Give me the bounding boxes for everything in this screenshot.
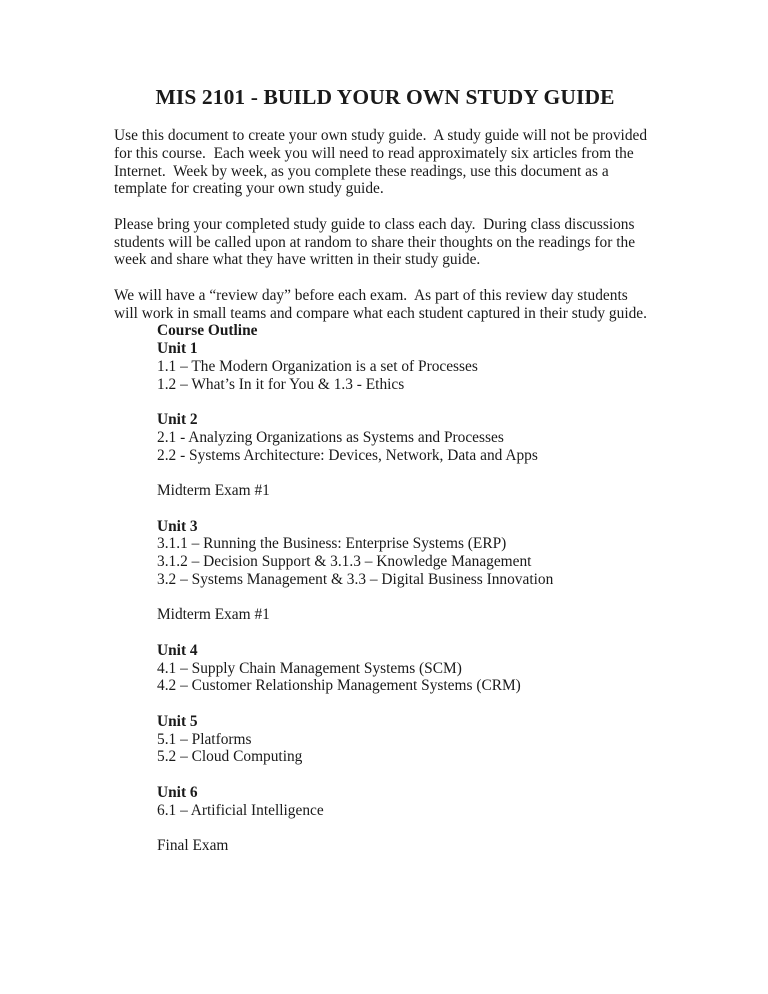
outline-blank-line <box>157 624 698 642</box>
course-outline-heading: Course Outline <box>157 322 258 340</box>
outline-blank-line <box>157 464 698 482</box>
outline-unit-heading: Unit 5 <box>157 712 198 730</box>
outline-blank-line <box>157 500 698 518</box>
outline-topic-line: 4.1 – Supply Chain Management Systems (SCM) <box>157 659 462 677</box>
outline-topic-line: 4.2 – Customer Relationship Management Systems (CRM) <box>157 677 521 695</box>
outline-topic-line: 5.1 – Platforms <box>157 730 252 748</box>
outline-topic-line: 1.1 – The Modern Organization is a set of Processes <box>157 357 478 375</box>
outline-topic-line: Midterm Exam #1 <box>157 606 270 624</box>
outline-unit-heading: Unit 1 <box>157 340 198 357</box>
paragraph: Please bring your completed study guide to class each day. During class discussions students will be called upon at random to share their thoughts on the readings for the week and share what they have written in their study guide. <box>114 215 639 269</box>
outline-topic-line: 2.1 - Analyzing Organizations as Systems and Processes <box>157 428 504 446</box>
outline-topic-line: 5.2 – Cloud Computing <box>157 748 303 766</box>
outline-unit-heading: Unit 3 <box>157 517 198 535</box>
intro-paragraphs <box>114 127 655 322</box>
outline-blank-line <box>157 819 698 837</box>
page-title: MIS 2101 - BUILD YOUR OWN STUDY GUIDE <box>155 85 615 109</box>
outline-topic-line: 1.2 – What’s In it for You & 1.3 - Ethics <box>157 375 405 393</box>
outline-unit-heading: Unit 2 <box>157 411 198 428</box>
outline-blank-line <box>157 589 698 607</box>
paragraph: We will have a “review day” before each exam. As part of this review day students will work in small teams and compare what each student captured in their study guide. <box>114 286 647 322</box>
outline-topic-line: Midterm Exam #1 <box>157 482 270 499</box>
course-outline <box>114 322 698 855</box>
outline-topic-line: 3.1.1 – Running the Business: Enterprise Systems (ERP) <box>157 535 507 553</box>
course-outline-list <box>157 340 698 855</box>
outline-unit-heading: Unit 4 <box>157 641 198 659</box>
outline-topic-line: 2.2 - Systems Architecture: Devices, Network, Data and Apps <box>157 446 538 464</box>
outline-blank-line <box>157 766 698 784</box>
outline-topic-line: Final Exam <box>157 837 229 854</box>
paragraph: Use this document to create your own study guide. A study guide will not be provided for this course. Each week you will need to read approximately six articles from the Internet. Week by week, as you complete these readings, use this document as a template for creating your own study guide. <box>114 127 651 198</box>
outline-blank-line <box>157 393 698 411</box>
outline-topic-line: 6.1 – Artificial Intelligence <box>157 801 324 819</box>
outline-unit-heading: Unit 6 <box>157 783 198 801</box>
outline-blank-line <box>157 695 698 713</box>
outline-topic-line: 3.1.2 – Decision Support & 3.1.3 – Knowledge Management <box>157 553 532 570</box>
outline-topic-line: 3.2 – Systems Management & 3.3 – Digital Business Innovation <box>157 570 554 588</box>
